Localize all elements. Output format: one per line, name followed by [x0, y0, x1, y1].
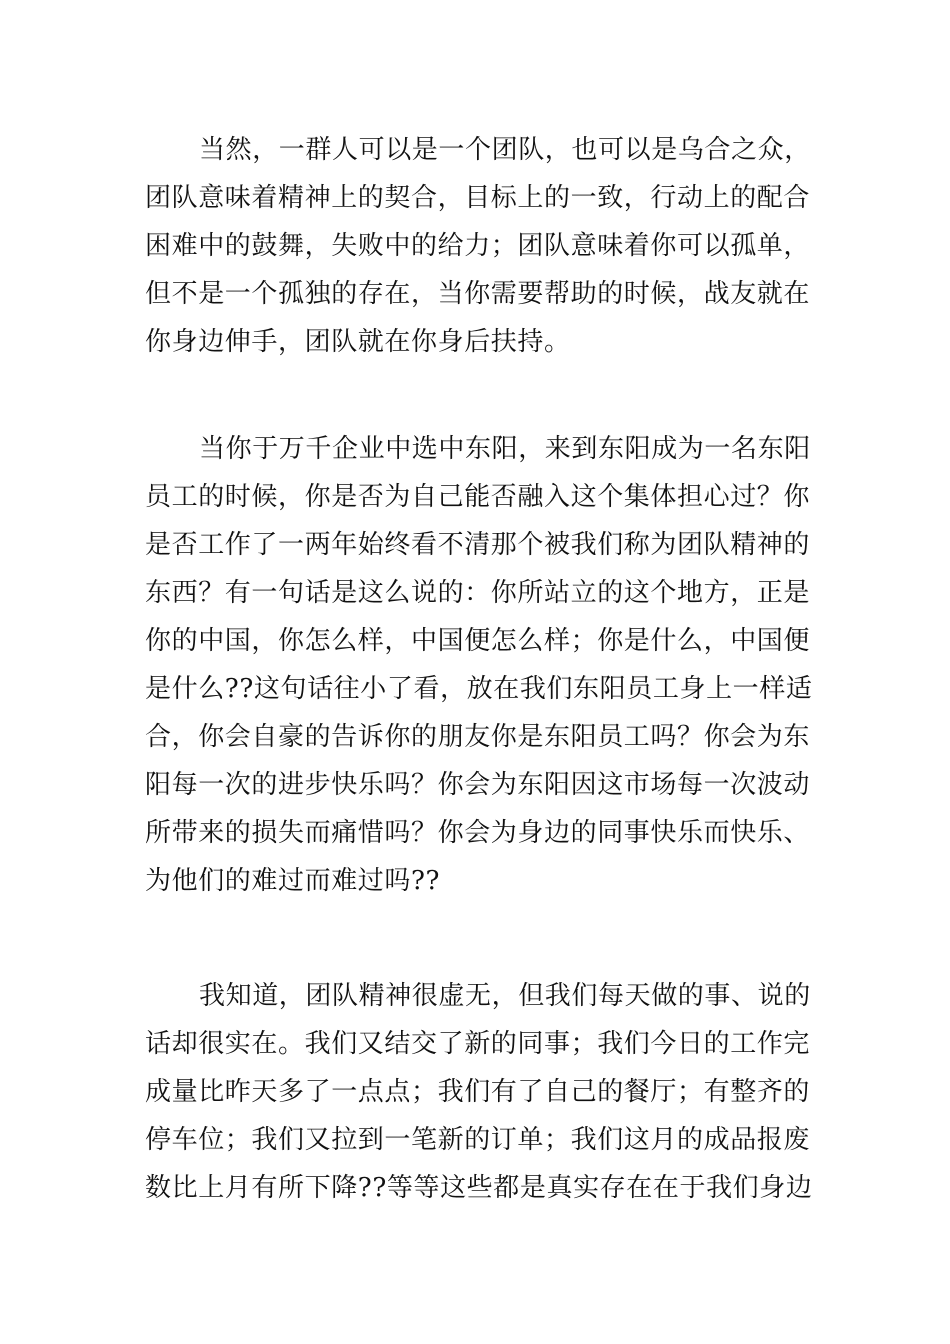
text-line: 当你于万千企业中选中东阳，来到东阳成为一名东阳 [199, 434, 811, 464]
paragraph-team-meaning [145, 126, 815, 366]
text-line: 合，你会自豪的告诉你的朋友你是东阳员工吗？你会为东 [145, 722, 811, 752]
text-line: 员工的时候，你是否为自己能否融入这个集体担心过？你 [145, 482, 811, 512]
text-line: 话却很实在。我们又结交了新的同事；我们今日的工作完 [145, 1029, 811, 1059]
text-line: 是否工作了一两年始终看不清那个被我们称为团队精神的 [145, 530, 811, 560]
text-line: 所带来的损失而痛惜吗？你会为身边的同事快乐而快乐、 [145, 818, 811, 848]
text-line: 你的中国，你怎么样，中国便怎么样；你是什么，中国便 [145, 626, 811, 656]
text-line: 你身边伸手，团队就在你身后扶持。 [145, 327, 571, 357]
paragraph-team-spirit [145, 972, 815, 1212]
text-line: 当然，一群人可以是一个团队，也可以是乌合之众， [199, 135, 811, 165]
text-line: 阳每一次的进步快乐吗？你会为东阳因这市场每一次波动 [145, 770, 811, 800]
text-line: 困难中的鼓舞，失败中的给力；团队意味着你可以孤单， [145, 231, 811, 261]
text-line: 数比上月有所下降??等等这些都是真实存在在于我们身边 [145, 1173, 813, 1203]
text-line: 团队意味着精神上的契合，目标上的一致，行动上的配合 [145, 183, 811, 213]
text-line: 我知道，团队精神很虚无，但我们每天做的事、说的 [199, 981, 811, 1011]
text-line: 是什么??这句话往小了看，放在我们东阳员工身上一样适 [145, 674, 813, 704]
text-line: 成量比昨天多了一点点；我们有了自己的餐厅；有整齐的 [145, 1077, 811, 1107]
text-line: 东西？有一句话是这么说的：你所站立的这个地方，正是 [145, 578, 811, 608]
text-line: 停车位；我们又拉到一笔新的订单；我们这月的成品报废 [145, 1125, 811, 1155]
text-line: 但不是一个孤独的存在，当你需要帮助的时候，战友就在 [145, 279, 811, 309]
paragraph-dongyang-employee [145, 425, 815, 905]
text-line: 为他们的难过而难过吗?? [145, 866, 441, 896]
